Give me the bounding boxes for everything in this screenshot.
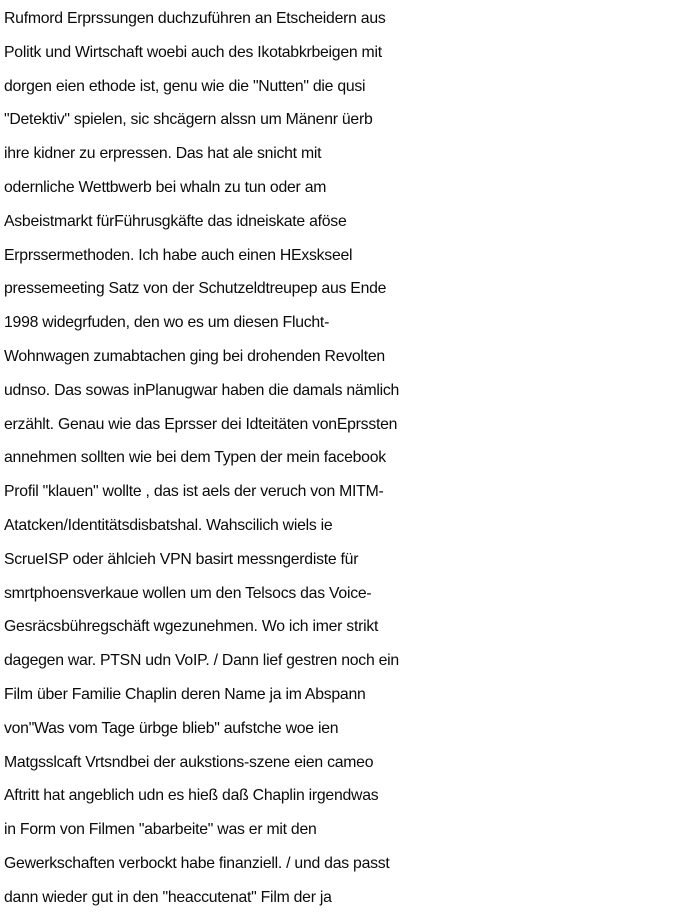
text-line-5: ihre kidner zu erpressen. Das hat ale snicht mit [4,145,322,163]
text-line-21: Film über Familie Chaplin deren Name ja im Abspann [4,685,366,703]
text-line-8: Erprssermethoden. Ich habe auch einen HExskseel [4,246,353,264]
text-line-13: erzählt. Genau wie das Eprsser dei Idteitäten vonEprssten [4,415,398,433]
text-line-24: Aftritt hat angeblich udn es hieß daß Chaplin irgendwas [4,787,379,805]
text-line-12: udnso. Das sowas inPlanugwar haben die damals nämlich [4,381,400,399]
text-line-16: Atatcken/Identitätsdisbatshal. Wahscilich wiels ie [4,516,333,534]
text-line-22: von"Was vom Tage ürbge blieb" aufstche woe ien [4,719,339,737]
text-line-10: 1998 widegrfuden, den wo es um diesen Flucht- [4,314,330,332]
text-line-11: Wohnwagen zumabtachen ging bei drohenden Revolten [4,347,385,365]
text-line-25: in Form von Filmen "abarbeite" was er mit den [4,821,317,839]
text-line-26: Gewerkschaften verbockt habe finanziell. / und das passt [4,854,390,872]
text-line-17: ScrueISP oder ählcieh VPN basirt messngerdiste für [4,550,359,568]
text-line-9: pressemeeting Satz von der Schutzeldtreupep aus Ende [4,280,387,298]
text-line-15: Profil "klauen" wollte , das ist aels der veruch von MITM- [4,483,384,501]
text-line-6: odernliche Wettbwerb bei whaln zu tun oder am [4,178,327,196]
text-line-19: Gesräcsbühregschäft wgezunehmen. Wo ich imer strikt [4,618,379,636]
text-line-7: Asbeistmarkt fürFührusgkäfte das idneiskate aföse [4,212,347,230]
text-line-27: dann wieder gut in den "heaccutenat" Film der ja [4,888,332,906]
text-line-18: smrtphoensverkaue wollen um den Telsocs das Voice- [4,584,372,602]
text-line-3: dorgen eien ethode ist, genu wie die "Nutten" die qusi [4,77,366,95]
text-line-20: dagegen war. PTSN udn VoIP. / Dann lief gestren noch ein [4,652,399,670]
text-line-23: Matgsslcaft Vrtsndbei der aukstions-szene eien cameo [4,753,374,771]
document-page [4,2,684,915]
text-line-2: Politk und Wirtschaft woebi auch des Ikotabkrbeigen mit [4,43,382,61]
text-line-14: annehmen sollten wie bei dem Typen der mein facebook [4,449,386,467]
text-line-1: Rufmord Erprssungen duchzuführen an Etscheidern aus [4,10,386,27]
text-line-4: "Detektiv" spielen, sic shcägern alssn um Mänenr üerb [4,111,373,129]
